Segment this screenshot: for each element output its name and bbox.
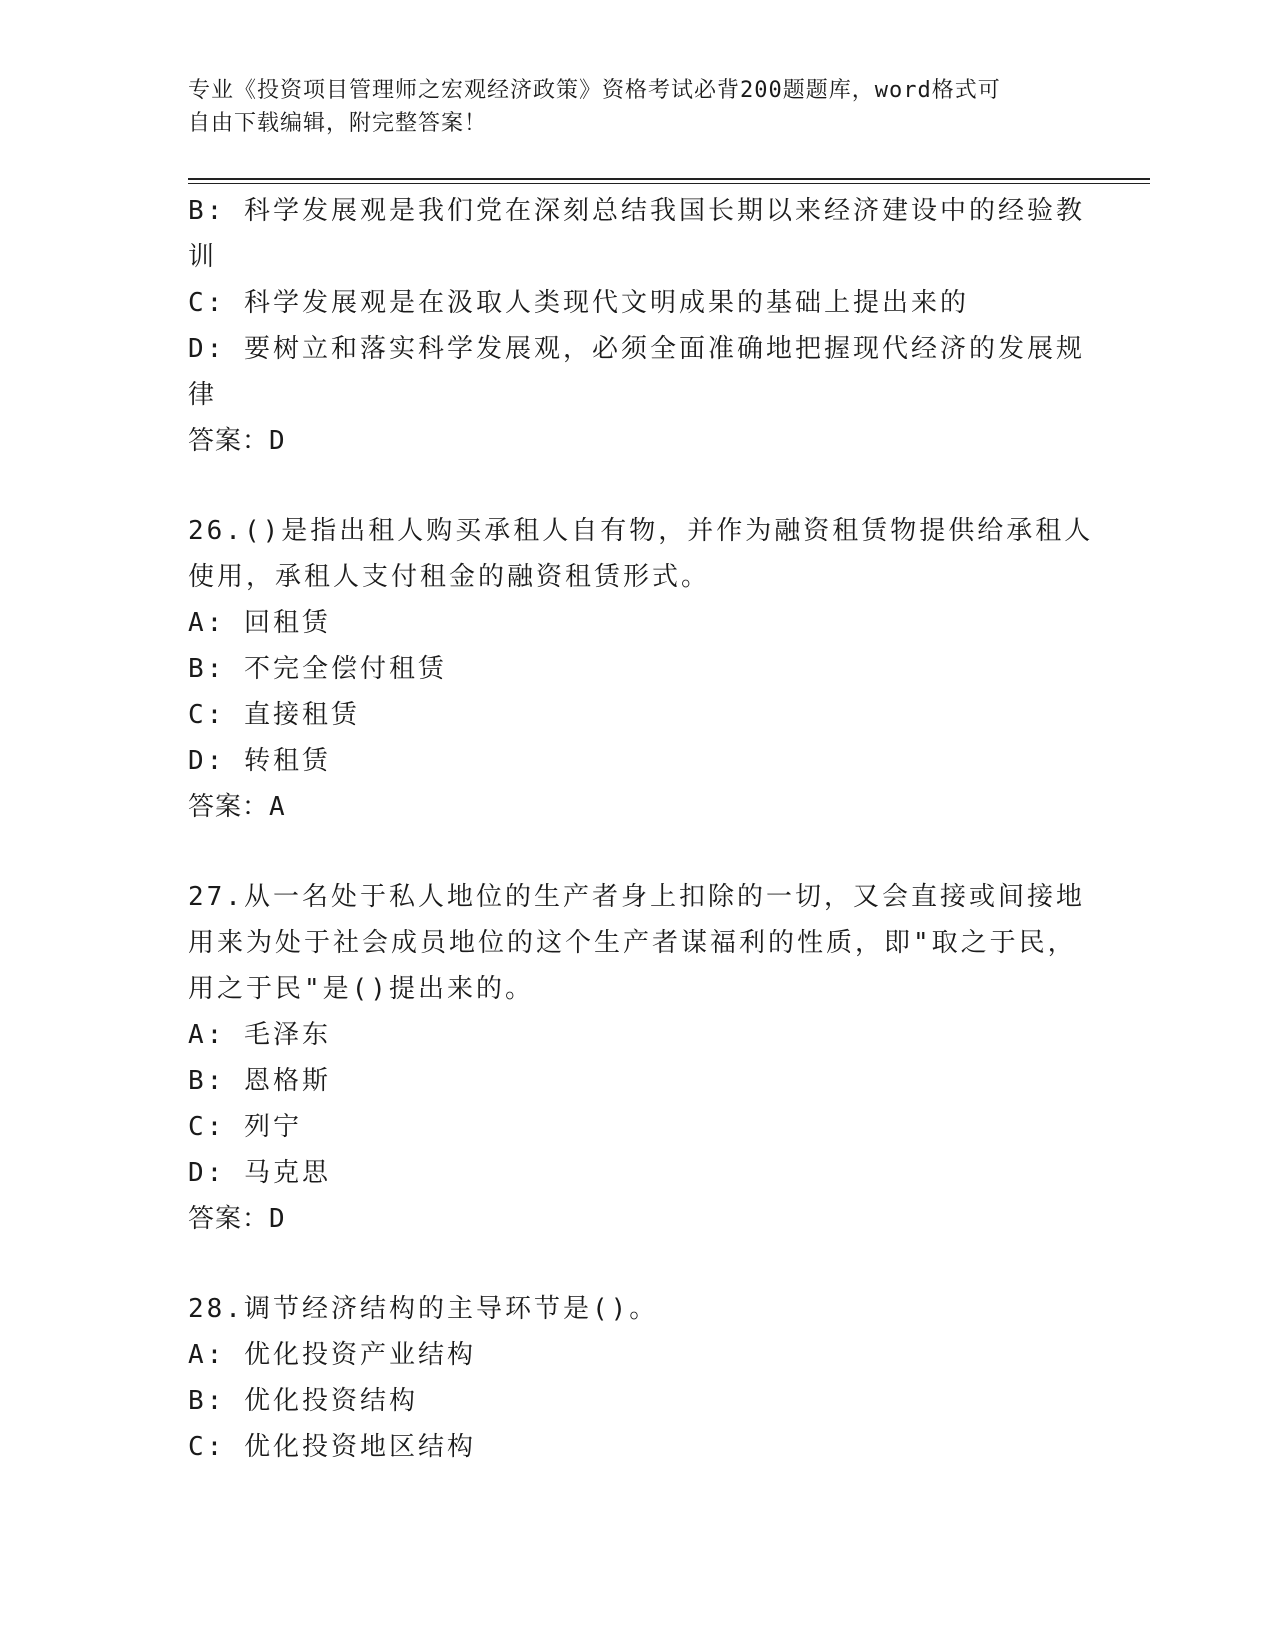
question-26 <box>188 508 1094 830</box>
option-d: D: 要树立和落实科学发展观，必须全面准确地把握现代经济的发展规 <box>188 334 1085 364</box>
document-header <box>188 74 1068 140</box>
option-d-continued: 律 <box>188 380 218 410</box>
option-b: B: 科学发展观是我们党在深刻总结我国长期以来经济建设中的经验教 <box>188 196 1085 226</box>
question-list <box>188 188 1094 1470</box>
question-stem: 26.()是指出租人购买承租人自有物，并作为融资租赁物提供给承租人 <box>188 516 1094 546</box>
question-28 <box>188 1286 1088 1470</box>
header-rule-thick <box>188 178 1150 180</box>
spacer <box>188 830 1088 874</box>
option-c: C: 直接租赁 <box>188 700 360 730</box>
option-c: C: 列宁 <box>188 1112 302 1142</box>
question-stem-continued: 用来为处于社会成员地位的这个生产者谋福利的性质，即"取之于民， <box>188 928 1077 958</box>
option-a: A: 回租赁 <box>188 608 331 638</box>
question-stem: 27.从一名处于私人地位的生产者身上扣除的一切，又会直接或间接地 <box>188 882 1085 912</box>
option-d: D: 转租赁 <box>188 746 331 776</box>
option-a: A: 优化投资产业结构 <box>188 1340 476 1370</box>
option-d: D: 马克思 <box>188 1158 331 1188</box>
question-stem-continued: 用之于民"是()提出来的。 <box>188 974 534 1004</box>
answer: 答案：D <box>188 426 286 456</box>
question-stem: 28.调节经济结构的主导环节是()。 <box>188 1294 659 1324</box>
option-b: B: 不完全偿付租赁 <box>188 654 447 684</box>
header-line-1: 专业《投资项目管理师之宏观经济政策》资格考试必背200题题库，word格式可 <box>188 78 1001 103</box>
option-c: C: 科学发展观是在汲取人类现代文明成果的基础上提出来的 <box>188 288 969 318</box>
spacer <box>188 1242 1088 1286</box>
option-b: B: 优化投资结构 <box>188 1386 418 1416</box>
header-rule-thin <box>188 183 1150 184</box>
answer: 答案：D <box>188 1204 286 1234</box>
header-line-2: 自由下载编辑，附完整答案！ <box>188 111 488 136</box>
question-stem-continued: 使用，承租人支付租金的融资租赁形式。 <box>188 562 711 592</box>
option-c: C: 优化投资地区结构 <box>188 1432 476 1462</box>
question-27 <box>188 874 1088 1242</box>
answer: 答案：A <box>188 792 286 822</box>
question-25-tail <box>188 188 1088 464</box>
spacer <box>188 464 1088 508</box>
option-a: A: 毛泽东 <box>188 1020 331 1050</box>
option-b-continued: 训 <box>188 242 218 272</box>
option-b: B: 恩格斯 <box>188 1066 331 1096</box>
